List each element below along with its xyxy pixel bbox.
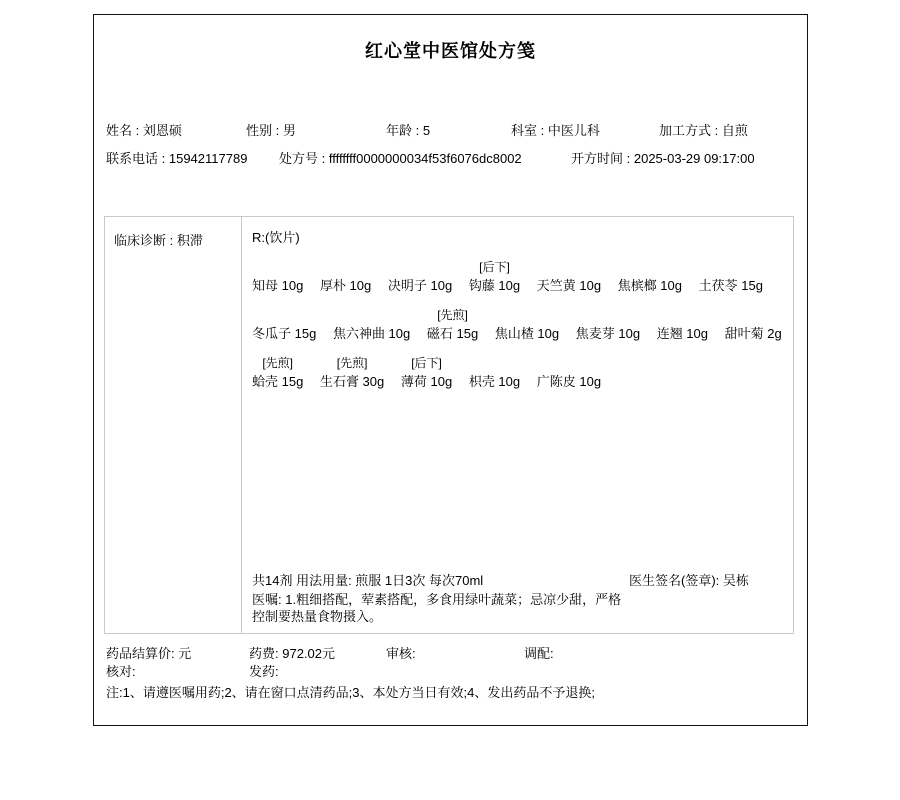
- herb-item: [537, 353, 601, 390]
- dispense-field: [249, 664, 279, 680]
- herb-row-1: [252, 257, 795, 294]
- herb-text: 磁石 15g: [426, 326, 479, 341]
- herb-text: 蛤壳 15g: [252, 374, 304, 389]
- herb-text: 钩藤 10g: [468, 278, 521, 293]
- herb-item: [618, 257, 682, 294]
- check-field: [106, 664, 136, 680]
- doctor-advice: [252, 591, 640, 625]
- herb-text: 厚朴 10g: [319, 278, 372, 293]
- herb-processing-tag: [先煎]: [437, 308, 468, 322]
- review-label: 审核 :: [386, 646, 416, 661]
- herb-item: [252, 305, 316, 342]
- patient-age-field: [386, 123, 430, 139]
- medicine-fee-value: 972.02元: [282, 646, 336, 661]
- herb-text: 冬瓜子 15g: [252, 326, 317, 341]
- herb-processing-tag: [568, 257, 569, 278]
- prescription-sheet: [93, 14, 808, 726]
- herb-text: 土茯苓 15g: [698, 278, 763, 293]
- page-title: 红心堂中医馆处方笺: [365, 41, 536, 61]
- medicine-fee-label: 药费 :: [249, 646, 282, 661]
- herb-processing-tag: [345, 257, 346, 278]
- herb-text: 决明子 10g: [387, 278, 453, 293]
- herb-processing-tag: [682, 305, 683, 326]
- department-label: 科室 :: [511, 123, 548, 138]
- patient-name-value: 刘恩硕: [142, 123, 182, 138]
- diagnosis-label: 临床诊断 :: [114, 233, 177, 248]
- dosage-usage-text: 共14剂 用法用量: 煎服 1日3次 每次70ml: [252, 573, 484, 588]
- prepare-label: 调配 :: [524, 646, 554, 661]
- prescription-number-field: [279, 151, 522, 167]
- herb-processing-tag: [277, 257, 278, 278]
- patient-gender-field: [246, 123, 296, 139]
- herb-text: 甜叶菊 2g: [724, 326, 782, 341]
- processing-method-field: [659, 123, 748, 139]
- herb-text: 枳壳 10g: [468, 374, 521, 389]
- herb-item: [469, 353, 520, 390]
- phone-field: [106, 151, 247, 167]
- review-field: [386, 646, 416, 662]
- herb-item: [725, 305, 782, 342]
- settlement-price-value: 元: [178, 646, 192, 661]
- herb-text: 生石膏 30g: [319, 374, 385, 389]
- rx-bottom-block: [252, 572, 799, 625]
- patient-gender-label: 性别 :: [246, 123, 283, 138]
- patient-name-label: 姓名 :: [106, 123, 143, 138]
- herb-text: 焦山楂 10g: [494, 326, 560, 341]
- medicine-fee-field: [249, 646, 335, 662]
- herb-processing-tag: [后下]: [479, 260, 510, 274]
- phone-value: 15942117789: [168, 151, 248, 166]
- herb-processing-tag: [730, 257, 731, 278]
- patient-gender-value: 男: [282, 123, 296, 138]
- herb-item: [388, 257, 452, 294]
- herb-text: 焦麦芽 10g: [575, 326, 641, 341]
- usage-line: [252, 572, 799, 589]
- herb-item: [537, 257, 601, 294]
- dispense-label: 发药 :: [249, 664, 279, 679]
- herb-item: [252, 353, 303, 390]
- herb-row-2: [252, 305, 795, 342]
- herb-item: [699, 257, 763, 294]
- herb-text: 天竺黄 10g: [536, 278, 602, 293]
- department-value: 中医儿科: [547, 123, 600, 138]
- footer-note-line: 注:1、请遵医嘱用药;2、请在窗口点清药品;3、本处方当日有效;4、发出药品不予退换;: [106, 685, 595, 700]
- check-label: 核对 :: [106, 664, 136, 679]
- herb-processing-tag: [568, 353, 569, 374]
- doctor-advice-line1: 医嘱: 1.粗细搭配，荤素搭配，多食用绿叶蔬菜；忌凉少甜，严格: [252, 592, 622, 607]
- herb-text: 广陈皮 10g: [536, 374, 602, 389]
- herb-processing-tag: [先煎]: [262, 356, 293, 370]
- herb-text: 焦槟榔 10g: [617, 278, 682, 293]
- patient-name-field: [106, 123, 182, 139]
- herb-text: 连翘 10g: [656, 326, 708, 341]
- herb-processing-tag: [526, 305, 527, 326]
- herb-processing-tag: [607, 305, 608, 326]
- herb-item: [469, 257, 520, 294]
- herb-processing-tag: [284, 305, 285, 326]
- doctor-signature: 医生签名(签章): 吴栋: [629, 573, 749, 588]
- herb-item: [427, 305, 478, 342]
- doctor-advice-line2: 控制要热量食物摄入。: [252, 609, 383, 624]
- settlement-price-field: [106, 646, 191, 662]
- herb-processing-tag: [649, 257, 650, 278]
- processing-method-value: 自煎: [721, 123, 748, 138]
- herb-item: [495, 305, 559, 342]
- herb-text: 薄荷 10g: [400, 374, 453, 389]
- herb-text: 焦六神曲 10g: [332, 326, 411, 341]
- herb-item: [576, 305, 640, 342]
- prescription-number-label: 处方号 :: [279, 151, 329, 166]
- department-field: [511, 123, 600, 139]
- herb-processing-tag: [371, 305, 372, 326]
- herb-item: [401, 353, 452, 390]
- prescription-time-value: 2025-03-29 09:17:00: [633, 151, 755, 166]
- prescription-time-field: [571, 151, 755, 167]
- prescription-box: [104, 216, 794, 634]
- herb-item: [320, 353, 384, 390]
- herb-item: [333, 305, 410, 342]
- phone-label: 联系电话 :: [106, 151, 169, 166]
- prepare-field: [524, 646, 554, 662]
- herb-processing-tag: [后下]: [411, 356, 442, 370]
- rx-content-cell: [242, 217, 805, 633]
- herb-item: [320, 257, 371, 294]
- herb-row-3: [252, 353, 795, 390]
- herb-text: 知母 10g: [252, 278, 304, 293]
- herb-item: [252, 257, 303, 294]
- herb-item: [657, 305, 708, 342]
- prescription-time-label: 开方时间 :: [571, 151, 634, 166]
- herb-processing-tag: [494, 353, 495, 374]
- diagnosis-cell: [105, 217, 242, 633]
- processing-method-label: 加工方式 :: [659, 123, 722, 138]
- herb-processing-tag: [先煎]: [336, 356, 368, 370]
- settlement-price-label: 药品结算价 :: [106, 646, 178, 661]
- diagnosis-value: 积滞: [176, 233, 203, 248]
- herb-processing-tag: [420, 257, 421, 278]
- rx-header: R:(饮片): [252, 230, 300, 245]
- prescription-number-value: ffffffff0000000034f53f6076dc8002: [328, 151, 522, 166]
- patient-age-label: 年龄 :: [386, 123, 423, 138]
- patient-age-value: 5: [422, 123, 431, 138]
- herb-processing-tag: [753, 305, 754, 326]
